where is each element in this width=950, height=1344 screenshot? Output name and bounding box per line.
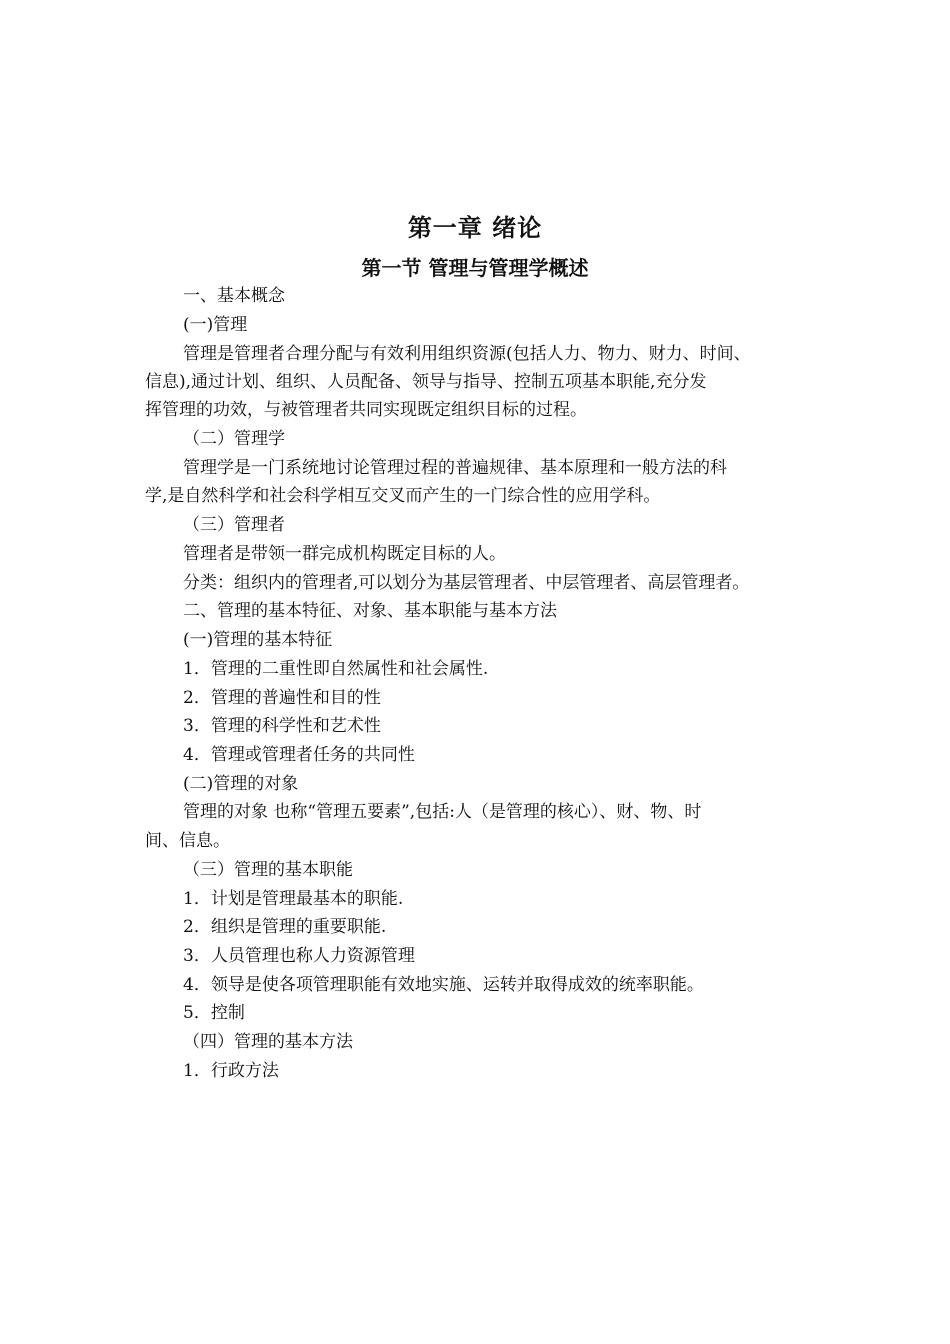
paragraph-line: 管理是管理者合理分配与有效利用组织资源(包括人力、物力、财力、时间、 [183,344,751,364]
subheading-managers: （三）管理者 [183,515,285,535]
list-item: 1．计划是管理最基本的职能. [183,889,404,909]
subheading-objects: (二)管理的对象 [183,774,299,794]
list-item: 3．管理的科学性和艺术性 [183,716,381,736]
heading-basic-concepts: 一、基本概念 [183,286,285,306]
paragraph-line: 分类：组织内的管理者,可以划分为基层管理者、中层管理者、高层管理者。 [183,573,750,593]
list-item: 1．管理的二重性即自然属性和社会属性. [183,659,489,679]
list-item: 2．组织是管理的重要职能. [183,917,387,937]
list-item: 2．管理的普遍性和目的性 [183,688,381,708]
list-item: 4．领导是使各项管理职能有效地实施、运转并取得成效的统率职能。 [183,975,704,995]
paragraph-line: 信息),通过计划、组织、人员配备、领导与指导、控制五项基本职能,充分发 [145,372,707,392]
subheading-management-science: （二）管理学 [183,429,285,449]
section-title: 第一节 管理与管理学概述 [361,256,589,280]
list-item: 1．行政方法 [183,1061,279,1081]
subheading-methods: （四）管理的基本方法 [183,1032,353,1052]
subheading-features: (一)管理的基本特征 [183,630,333,650]
list-item: 3．人员管理也称人力资源管理 [183,946,415,966]
paragraph-line: 管理学是一门系统地讨论管理过程的普遍规律、基本原理和一般方法的科 [183,458,727,478]
subheading-management: (一)管理 [183,315,248,335]
paragraph-line: 管理者是带领一群完成机构既定目标的人。 [183,544,506,564]
list-item: 5．控制 [183,1003,245,1023]
paragraph-line: 学,是自然科学和社会科学相互交叉而产生的一门综合性的应用学科。 [145,486,661,506]
paragraph-line: 间、信息。 [145,831,230,851]
subheading-functions: （三）管理的基本职能 [183,860,353,880]
chapter-title: 第一章 绪论 [407,213,543,242]
paragraph-line: 管理的对象 也称“管理五要素”,包括:人（是管理的核心）、财、物、时 [183,802,702,822]
list-item: 4．管理或管理者任务的共同性 [183,745,415,765]
paragraph-line: 挥管理的功效，与被管理者共同实现既定组织目标的过程。 [145,400,587,420]
heading-basic-features: 二、管理的基本特征、对象、基本职能与基本方法 [183,601,557,621]
